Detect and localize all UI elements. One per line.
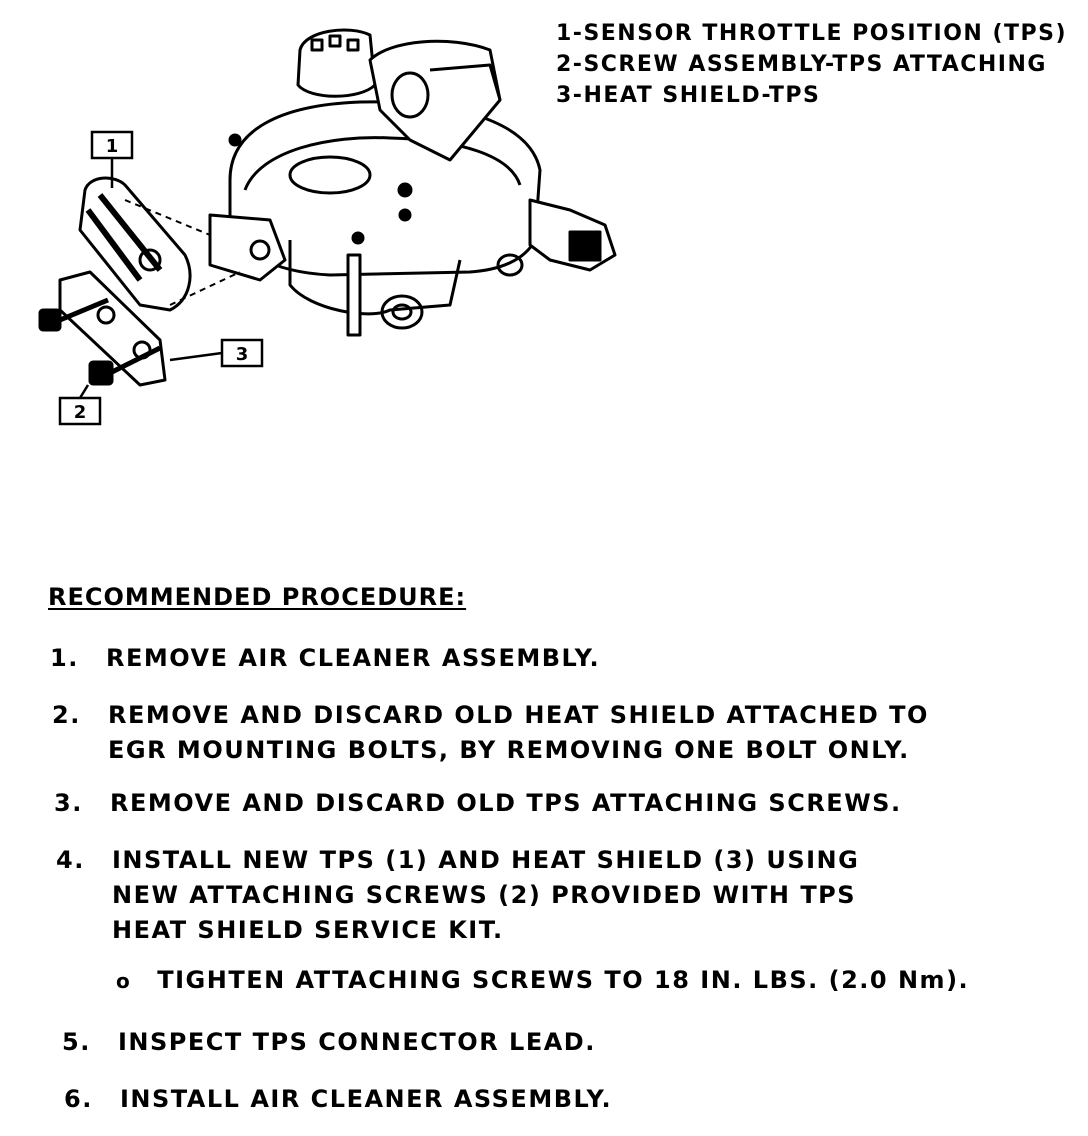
procedure-heading: RECOMMENDED PROCEDURE: <box>48 583 467 611</box>
step-text: INSTALL AIR CLEANER ASSEMBLY. <box>120 1085 613 1113</box>
step-text: HEAT SHIELD SERVICE KIT. <box>112 916 504 944</box>
legend-item-2: 2-SCREW ASSEMBLY-TPS ATTACHING <box>556 52 1047 77</box>
bullet-mark: o <box>116 969 132 993</box>
step-text: NEW ATTACHING SCREWS (2) PROVIDED WITH TPS <box>112 881 857 909</box>
step-text: REMOVE AND DISCARD OLD HEAT SHIELD ATTACHED TO <box>108 701 929 729</box>
step-text: INSTALL NEW TPS (1) AND HEAT SHIELD (3) USING <box>112 846 860 874</box>
step-number: 4. <box>56 846 85 874</box>
step-number: 3. <box>54 789 83 817</box>
legend-item-1: 1-SENSOR THROTTLE POSITION (TPS) <box>556 21 1068 46</box>
step-4-sub-bullet <box>116 966 969 994</box>
legend-item-3: 3-HEAT SHIELD-TPS <box>556 83 821 108</box>
step-text: EGR MOUNTING BOLTS, BY REMOVING ONE BOLT ONLY. <box>108 736 910 764</box>
bullet-text: TIGHTEN ATTACHING SCREWS TO 18 IN. LBS. (2.0 Nm). <box>157 966 970 994</box>
step-text: INSPECT TPS CONNECTOR LEAD. <box>118 1028 596 1056</box>
callout-3: 3 <box>235 344 249 365</box>
step-number: 1. <box>50 644 79 672</box>
callout-2: 2 <box>73 402 87 423</box>
injector-cap <box>298 30 375 96</box>
callout-1: 1 <box>105 136 119 157</box>
step-number: 2. <box>52 701 81 729</box>
step-text: REMOVE AND DISCARD OLD TPS ATTACHING SCREWS. <box>110 789 902 817</box>
step-text: REMOVE AIR CLEANER ASSEMBLY. <box>106 644 601 672</box>
parts-legend <box>556 18 1067 111</box>
step-number: 5. <box>62 1028 91 1056</box>
throttle-body-diagram <box>30 10 630 430</box>
step-number: 6. <box>64 1085 93 1113</box>
